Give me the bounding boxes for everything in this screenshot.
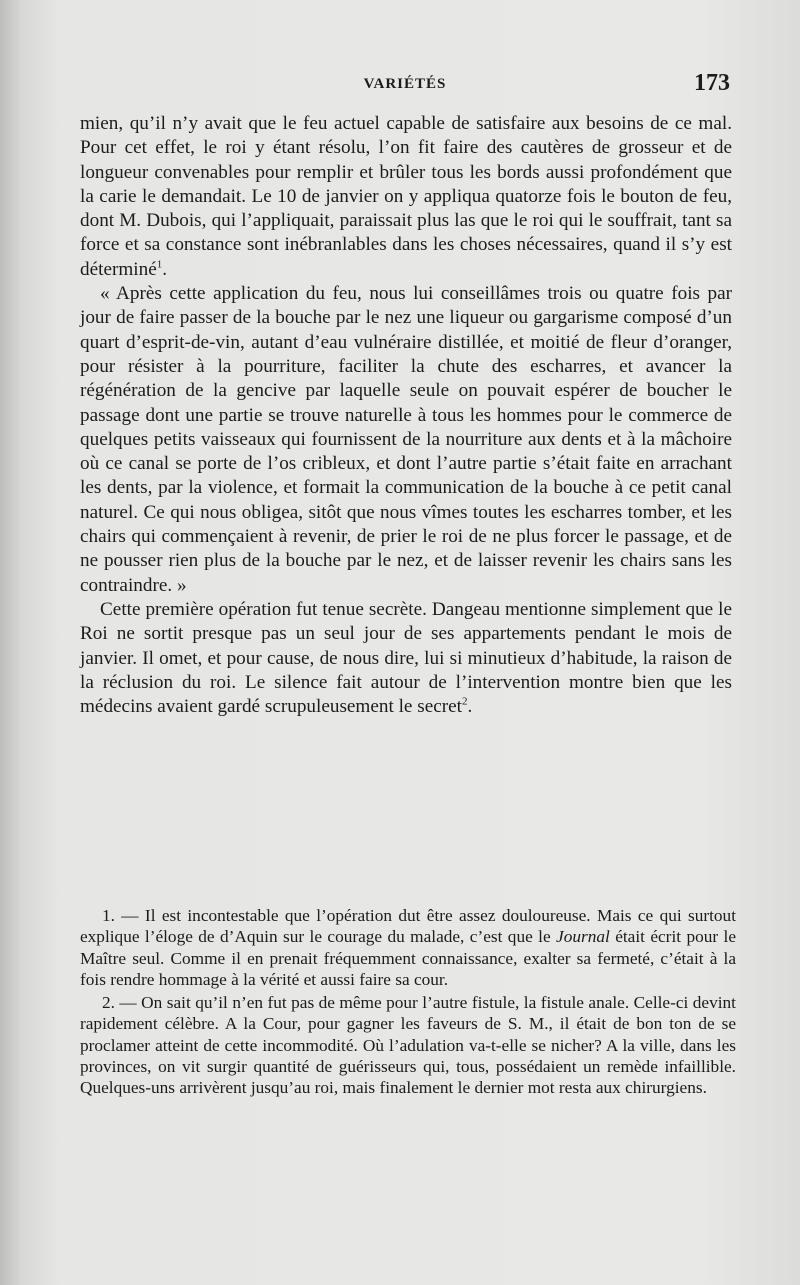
- footnote-ref: 2: [461, 695, 468, 708]
- paragraph-end: .: [162, 258, 168, 280]
- paragraph-text: mien, qu’il n’y avait que le feu actuel capable de satisfaire aux besoins de ce mal. Pour cet effet, le roi y étant résolu, l’on fit faire des cautères de grosseur et de longueur convenables pour remplir et brûler tous les bords aussi profondément que la carie le demandait. Le 10 de janvier on y appliqua quatorze fois le bouton de feu, dont M. Dubois, qui l’appliquait, paraissait plus las que le roi qui le souffrait, tant sa force et sa constance sont inébranlables dans les choses nécessaires, quand il s’y est déterminé: [80, 113, 732, 280]
- footnote-ref: 1: [156, 258, 163, 271]
- paragraph-end: .: [467, 696, 473, 718]
- paragraph: « Après cette application du feu, nous lui conseillâmes trois ou quatre fois par jour de faire passer de la bouche par le nez une liqueur ou gargarisme composé d’un quart d’esprit-de-vin, autant d’eau vulnéraire distillée, et moitié de fleur d’oranger, pour résister à la pourriture, faciliter la chute des escharres, et avancer la régénération de la gencive par laquelle seule on pouvait espérer de boucher le passage dont une partie se trouve naturelle à tous les hommes pour le commerce de quelques petits vaisseaux qui fournissent de la nourriture aux dents et à la mâchoire où ce canal se porte de l’os cribleux, et dont l’autre partie s’était faite en arrachant les dents, par la violence, et formait la communication de la bouche à ce petit canal naturel. Ce qui nous obligea, sitôt que nous vîmes toutes les escharres tomber, et les chairs qui commençaient à revenir, de prier le roi de ne plus forcer le passage, et de ne pousser rien plus de la bouche par le nez, et de laisser revenir les chairs sans les contraindre. »: [80, 283, 732, 596]
- page-header: [80, 70, 730, 100]
- paragraph: [80, 598, 732, 719]
- footnote-italic: Journal: [556, 927, 610, 947]
- paragraph-text: Cette première opération fut tenue secrète. Dangeau mentionne simplement que le Roi ne sortit presque pas un seul jour de ses appartements pendant le mois de janvier. Il omet, et pour cause, de nous dire, lui si minutieux d’habitude, la raison de la réclusion du roi. Le silence fait autour de l’intervention montre bien que les médecins avaient gardé scrupuleusement le secret: [80, 598, 732, 718]
- running-title: VARIÉTÉS: [363, 76, 447, 92]
- footnote: 2. — On sait qu’il n’en fut pas de même pour l’autre fistule, la fistule anale. Celle-ci devint rapidement célèbre. A la Cour, pour gagner les faveurs de S. M., il était de bon ton de se proclamer atteint de cette incommodité. Où l’adulation va-t-elle se nicher? A la ville, dans les provinces, on vit surgir quantité de guérisseurs qui, tous, possédaient un remède infaillible. Quelques-uns arrivèrent jusqu’au roi, mais finalement le dernier mot resta aux chirurgiens.: [80, 993, 736, 1098]
- footnote: [80, 905, 736, 990]
- footnote-text: 1. — Il est incontestable que l’opération dut être assez douloureuse. Mais ce qui surtout explique l’éloge de d’Aquin sur le courage du malade, c’est que le: [80, 906, 736, 947]
- page-number: 173: [694, 70, 730, 96]
- footnotes: [80, 905, 736, 1099]
- footnote-text: était écrit pour le Maître seul. Comme il en prenait fréquemment connaissance, exalter sa fermeté, c’était à la fois rendre hommage à la vérité et aussi faire sa cour.: [80, 927, 736, 989]
- main-text: [80, 112, 732, 719]
- paragraph: [80, 112, 732, 282]
